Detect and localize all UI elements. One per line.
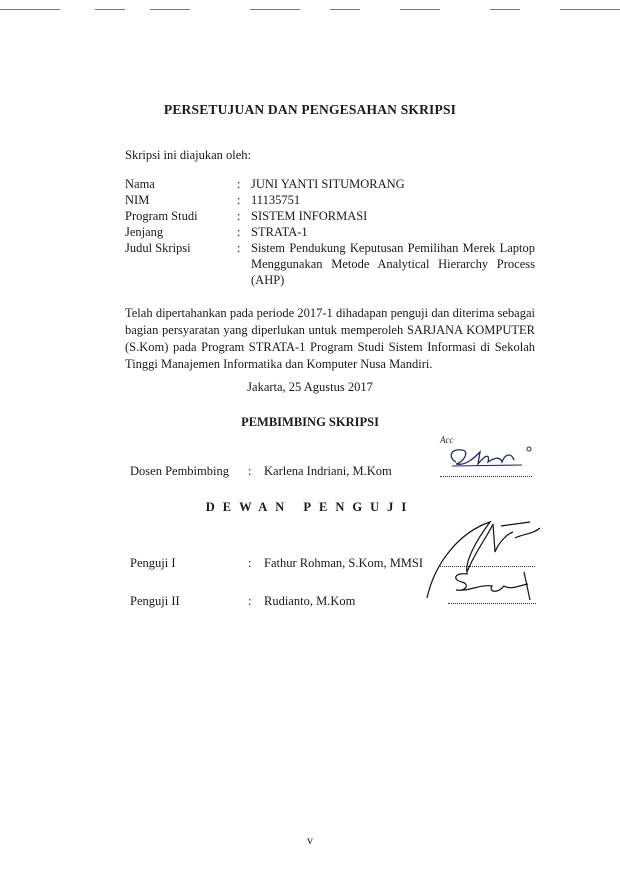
colon: : [248, 556, 252, 570]
info-value: 11135751 [251, 193, 301, 207]
scan-artifact [0, 9, 60, 10]
info-label: NIM [125, 193, 150, 207]
info-row-program-studi [125, 208, 535, 224]
scan-artifact [490, 9, 520, 10]
examiner-section-title: DEWAN PENGUJI [205, 500, 415, 514]
place-date: Jakarta, 25 Agustus 2017 [247, 380, 373, 394]
examiner-label: Penguji II [130, 594, 180, 608]
info-value: SISTEM INFORMASI [251, 209, 368, 223]
examiner-label: Penguji I [130, 556, 176, 570]
scan-artifact [560, 9, 620, 10]
statement-paragraph: Telah dipertahankan pada periode 2017-1 dihadapan penguji dan diterima sebagai bagian persyaratan yang diperlukan untuk memperoleh SARJANA KOMPUTER (S.Kom) pada Program STRATA-1 Program Studi Sistem Informasi di Sekolah Tinggi Manajemen Informatika dan Komputer Nusa Mandiri. [125, 306, 535, 371]
info-colon: : [237, 177, 241, 191]
examiner-row-2 [130, 594, 355, 609]
info-row-nama [125, 176, 535, 192]
info-value: Sistem Pendukung Keputusan Pemilihan Merek Laptop Menggunakan Metode Analytical Hierarchy Process (AHP) [251, 241, 535, 287]
info-value: STRATA-1 [251, 225, 308, 239]
intro-text: Skripsi ini diajukan oleh: [125, 148, 252, 162]
student-info [125, 176, 535, 288]
page-title: PERSETUJUAN DAN PENGESAHAN SKRIPSI [163, 102, 457, 117]
examiner-2-signature [440, 566, 540, 606]
info-row-judul [125, 240, 535, 288]
info-label: Judul Skripsi [125, 241, 191, 255]
examiner-name: Rudianto, M.Kom [264, 594, 356, 608]
supervisor-signature [430, 432, 540, 480]
info-colon: : [237, 225, 241, 239]
page-number: v [307, 833, 313, 847]
scan-artifact [400, 9, 440, 10]
supervisor-section-title: PEMBIMBING SKRIPSI [241, 415, 379, 429]
supervisor-row [130, 464, 392, 479]
examiner-name: Fathur Rohman, S.Kom, MMSI [264, 556, 424, 570]
info-row-nim [125, 192, 535, 208]
examiner-row-1 [130, 556, 423, 571]
signature-annotation: Acc [440, 435, 454, 445]
supervisor-label: Dosen Pembimbing [130, 464, 229, 478]
supervisor-name: Karlena Indriani, M.Kom [264, 464, 392, 478]
colon: : [248, 594, 252, 608]
scan-artifact [330, 9, 360, 10]
info-colon: : [237, 241, 241, 255]
scan-artifact [250, 9, 300, 10]
info-label: Program Studi [125, 209, 198, 223]
info-label: Jenjang [125, 225, 164, 239]
info-colon: : [237, 209, 241, 223]
info-row-jenjang [125, 224, 535, 240]
scan-artifact [95, 9, 125, 10]
info-label: Nama [125, 177, 155, 191]
scan-artifact [150, 9, 190, 10]
info-colon: : [237, 193, 241, 207]
colon: : [248, 464, 252, 478]
info-value: JUNI YANTI SITUMORANG [251, 177, 405, 191]
